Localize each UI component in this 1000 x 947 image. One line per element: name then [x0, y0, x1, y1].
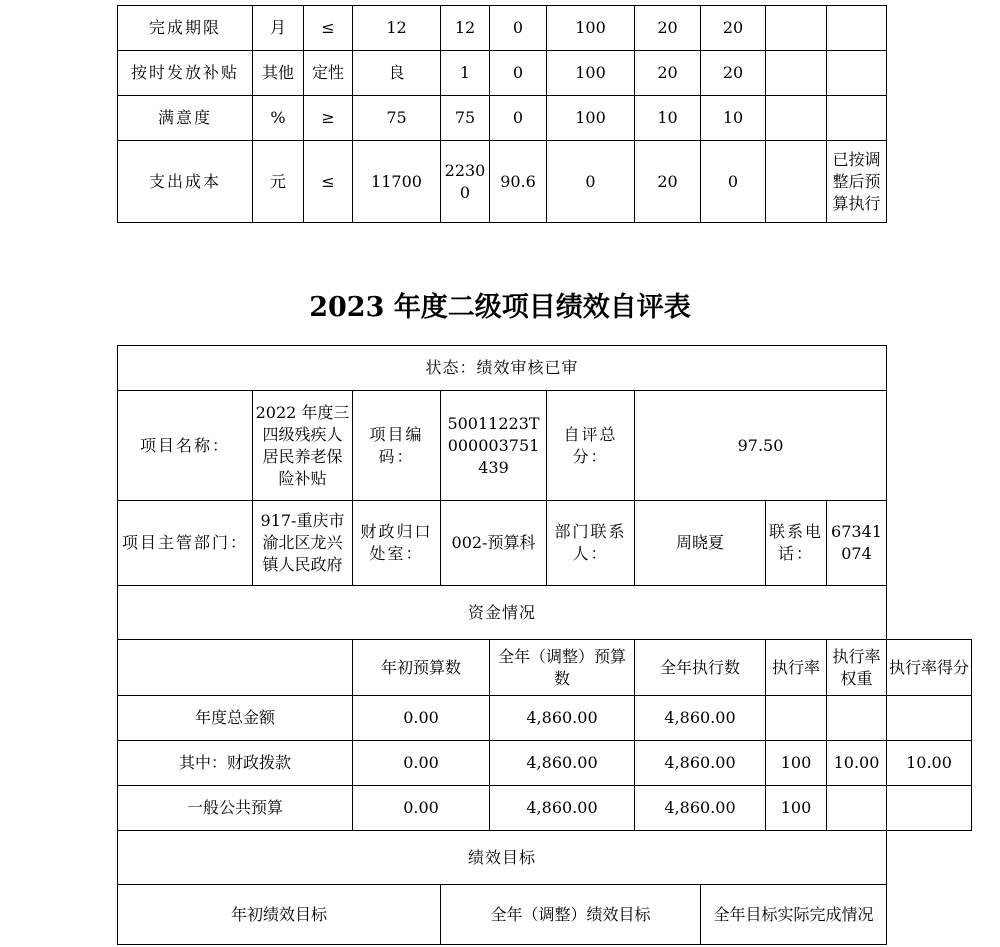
indicator-cell-v3: 0 — [490, 96, 547, 141]
funds-cell-b: 4,860.00 — [490, 741, 635, 786]
indicator-cell-note: 已按调整后预算执行 — [827, 141, 887, 223]
funds-header-blank — [118, 640, 353, 696]
funds-cell-a: 0.00 — [353, 696, 490, 741]
indicator-row — [118, 96, 887, 141]
funds-cell-b: 4,860.00 — [490, 786, 635, 831]
indicator-cell-v3: 0 — [490, 6, 547, 51]
indicator-cell-blank — [766, 6, 827, 51]
indicator-cell-v3: 0 — [490, 51, 547, 96]
funds-cell-d: 100 — [766, 786, 827, 831]
office-value: 002-预算科 — [441, 501, 547, 586]
indicator-cell-op: ≥ — [304, 96, 353, 141]
indicator-cell-note — [827, 6, 887, 51]
indicator-cell-v6: 20 — [701, 51, 766, 96]
office-label: 财政归口处室： — [353, 501, 441, 586]
indicator-cell-note — [827, 96, 887, 141]
funds-section-header: 资金情况 — [118, 586, 887, 640]
indicator-cell-v5: 10 — [635, 96, 701, 141]
indicator-cell-blank — [766, 96, 827, 141]
indicator-cell-v1: 11700 — [353, 141, 441, 223]
funds-cell-c: 4,860.00 — [635, 786, 766, 831]
score-label: 自评总分： — [547, 391, 635, 501]
indicator-row — [118, 141, 887, 223]
status-cell: 状态：绩效审核已审 — [118, 346, 887, 391]
indicator-cell-v5: 20 — [635, 51, 701, 96]
funds-header: 全年执行数 — [635, 640, 766, 696]
funds-row — [118, 786, 972, 831]
phone-label: 联系电话： — [766, 501, 827, 586]
indicator-row — [118, 51, 887, 96]
funds-header: 全年（调整）预算数 — [490, 640, 635, 696]
indicator-cell-unit: 月 — [253, 6, 304, 51]
funds-cell-f: 10.00 — [887, 741, 972, 786]
indicator-table — [117, 5, 887, 223]
indicator-cell-v5: 20 — [635, 141, 701, 223]
funds-cell-c: 4,860.00 — [635, 741, 766, 786]
dept-label: 项目主管部门： — [118, 501, 253, 586]
goals-col-adjusted: 全年（调整）绩效目标 — [441, 885, 701, 945]
indicator-cell-v1: 12 — [353, 6, 441, 51]
funds-cell-c: 4,860.00 — [635, 696, 766, 741]
funds-cell-f — [887, 696, 972, 741]
funds-cell-label: 年度总金额 — [118, 696, 353, 741]
funds-header: 执行率得分 — [887, 640, 972, 696]
funds-cell-f — [887, 786, 972, 831]
indicator-cell-op: 定性 — [304, 51, 353, 96]
project-code-value: 50011223T000003751439 — [441, 391, 547, 501]
indicator-cell-v1: 良 — [353, 51, 441, 96]
indicator-cell-v4: 100 — [547, 6, 635, 51]
funds-cell-d: 100 — [766, 741, 827, 786]
indicator-cell-name: 按时发放补贴 — [118, 51, 253, 96]
indicator-cell-v3: 90.6 — [490, 141, 547, 223]
indicator-cell-v2: 75 — [441, 96, 490, 141]
indicator-cell-v4: 0 — [547, 141, 635, 223]
funds-row — [118, 741, 972, 786]
funds-cell-label: 一般公共预算 — [118, 786, 353, 831]
funds-cell-b: 4,860.00 — [490, 696, 635, 741]
indicator-cell-v2: 1 — [441, 51, 490, 96]
indicator-row — [118, 6, 887, 51]
funds-cell-e: 10.00 — [827, 741, 887, 786]
indicator-cell-v6: 20 — [701, 6, 766, 51]
indicator-cell-v4: 100 — [547, 96, 635, 141]
indicator-cell-op: ≤ — [304, 6, 353, 51]
funds-cell-e — [827, 786, 887, 831]
indicator-cell-name: 支出成本 — [118, 141, 253, 223]
contact-label: 部门联系人： — [547, 501, 635, 586]
indicator-cell-blank — [766, 141, 827, 223]
phone-value: 67341074 — [827, 501, 887, 586]
funds-cell-e — [827, 696, 887, 741]
funds-cell-a: 0.00 — [353, 786, 490, 831]
indicator-cell-op: ≤ — [304, 141, 353, 223]
contact-value: 周晓夏 — [635, 501, 766, 586]
indicator-cell-note — [827, 51, 887, 96]
project-name-label: 项目名称： — [118, 391, 253, 501]
page-title: 2023 年度二级项目绩效自评表 — [309, 292, 691, 323]
indicator-cell-unit: % — [253, 96, 304, 141]
funds-header: 执行率 — [766, 640, 827, 696]
indicator-cell-v5: 20 — [635, 6, 701, 51]
goals-col-actual: 全年目标实际完成情况 — [701, 885, 887, 945]
funds-row — [118, 696, 972, 741]
indicator-cell-v6: 0 — [701, 141, 766, 223]
indicator-cell-blank — [766, 51, 827, 96]
funds-cell-d — [766, 696, 827, 741]
indicator-cell-v2: 22300 — [441, 141, 490, 223]
indicator-cell-unit: 元 — [253, 141, 304, 223]
goals-col-initial: 年初绩效目标 — [118, 885, 441, 945]
self-evaluation-table — [117, 345, 972, 945]
dept-value: 917-重庆市渝北区龙兴镇人民政府 — [253, 501, 353, 586]
indicator-cell-v4: 100 — [547, 51, 635, 96]
project-name-value: 2022 年度三四级残疾人居民养老保险补贴 — [253, 391, 353, 501]
indicator-cell-v6: 10 — [701, 96, 766, 141]
indicator-cell-v1: 75 — [353, 96, 441, 141]
indicator-cell-name: 完成期限 — [118, 6, 253, 51]
indicator-cell-name: 满意度 — [118, 96, 253, 141]
funds-cell-a: 0.00 — [353, 741, 490, 786]
indicator-cell-v2: 12 — [441, 6, 490, 51]
funds-header: 年初预算数 — [353, 640, 490, 696]
funds-header: 执行率权重 — [827, 640, 887, 696]
score-value: 97.50 — [635, 391, 887, 501]
goals-section-header: 绩效目标 — [118, 831, 887, 885]
funds-cell-label: 其中：财政拨款 — [118, 741, 353, 786]
project-code-label: 项目编码： — [353, 391, 441, 501]
indicator-cell-unit: 其他 — [253, 51, 304, 96]
